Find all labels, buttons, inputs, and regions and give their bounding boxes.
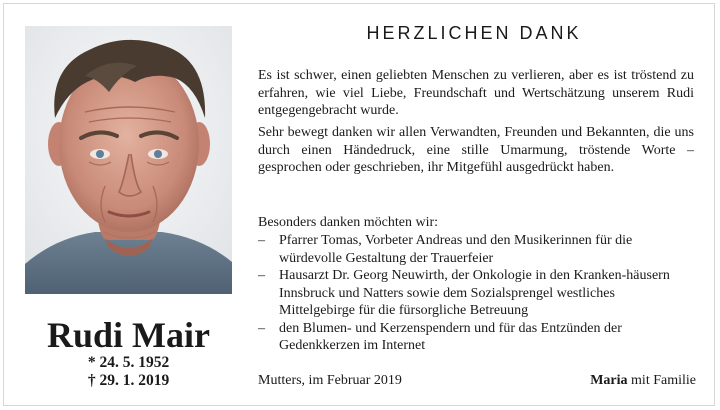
signer-name: Maria: [590, 373, 628, 388]
signature: [590, 372, 696, 390]
list-item: [258, 320, 694, 355]
place-date: Mutters, im Februar 2019: [258, 373, 402, 388]
page-title: HERZLICHEN DANK: [366, 23, 582, 43]
deceased-name: Rudi Mair: [46, 315, 210, 355]
list-item: [258, 267, 694, 320]
list-item: [258, 232, 694, 267]
list-marker: –: [258, 233, 265, 248]
list-item-text: Pfarrer Tomas, Vorbeter Andreas und den Musikerinnen für die würdevolle Gestaltung der Trauerfeier: [279, 233, 633, 266]
list-marker: –: [258, 268, 265, 283]
portrait-image: [25, 26, 232, 294]
death-date: † 29. 1. 2019: [87, 372, 170, 389]
portrait-photo: [25, 26, 232, 294]
thanks-list: [258, 232, 694, 355]
list-item-text: den Blumen- und Kerzenspendern und für das Entzünden der Gedenkkerzen im Internet: [279, 320, 622, 353]
birth-date: * 24. 5. 1952: [87, 354, 170, 371]
list-marker: –: [258, 320, 265, 336]
life-dates: [25, 354, 232, 390]
paragraph-special-thanks: Besonders danken möchten wir:: [258, 215, 439, 230]
paragraph-thanks: Sehr bewegt danken wir allen Verwandten, Freunden und Bekannten, die uns durch einen Händedruck, eine stille Umarmung, tröstende Worte – gesprochen oder geschrieben, ihr Mitgefühl ausgedrückt haben.: [258, 125, 694, 175]
paragraph-intro: Es ist schwer, einen geliebten Menschen zu verlieren, aber es ist tröstend zu erfahren, wie viel Liebe, Freundschaft und Wertschätzung unserem Rudi entgegengebracht wurde.: [258, 68, 694, 118]
signer-suffix: mit Familie: [627, 373, 696, 388]
list-item-text: Hausarzt Dr. Georg Neuwirth, der Onkologie in den Kranken-häusern Innsbruck und Natters sowie dem Sozialsprengel westliches Mittelgebirge für die fürsorgliche Betreuung: [279, 268, 670, 318]
